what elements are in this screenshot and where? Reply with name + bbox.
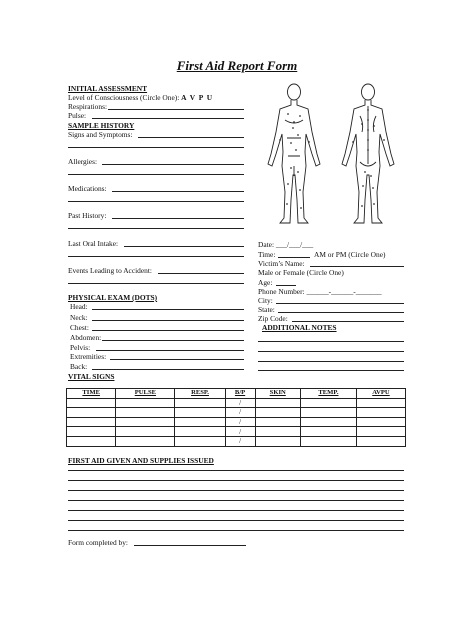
state-label: State: [258,305,275,314]
signs-symptoms-label: Signs and Symptoms: [68,130,133,139]
form-title: First Aid Report Form [176,58,298,73]
past-history-label: Past History: [68,211,107,220]
consciousness-row [68,93,213,102]
table-cell[interactable] [116,417,175,427]
victim-name-field[interactable] [310,266,404,267]
table-cell[interactable] [255,436,300,446]
col-bp: B/P [225,389,255,399]
completed-by-label: Form completed by: [68,538,128,547]
initial-assessment-heading: INITIAL ASSESSMENT [68,84,148,93]
respirations-field[interactable] [108,109,244,110]
additional-notes-heading: ADDITIONAL NOTES [262,323,337,332]
table-cell[interactable] [300,417,356,427]
allergies-field-2[interactable] [68,174,244,175]
bp-cell[interactable]: / [225,427,255,437]
table-cell[interactable] [255,408,300,418]
col-avpu: AVPU [356,389,405,399]
date-row [258,240,313,249]
table-cell[interactable] [300,427,356,437]
table-cell[interactable] [116,398,175,408]
additional-notes-line-4[interactable] [258,370,404,371]
last-oral-intake-label: Last Oral Intake: [68,239,119,248]
completed-by-field[interactable] [134,545,246,546]
last-oral-intake-field-2[interactable] [68,256,244,257]
table-row [67,408,406,418]
medications-field-2[interactable] [68,201,244,202]
chest-label: Chest: [70,323,89,332]
first-aid-line-2[interactable] [68,480,404,481]
bp-cell[interactable]: / [225,408,255,418]
events-label: Events Leading to Accident: [68,266,152,275]
col-pulse: PULSE [116,389,175,399]
col-resp: RESP. [175,389,225,399]
allergies-label: Allergies: [68,157,98,166]
additional-notes-line-1[interactable] [258,341,404,342]
table-cell[interactable] [255,417,300,427]
table-cell[interactable] [67,417,116,427]
medications-label: Medications: [68,184,107,193]
abdomen-field[interactable] [102,340,244,341]
bp-cell[interactable]: / [225,398,255,408]
table-cell[interactable] [116,436,175,446]
table-row [67,427,406,437]
table-cell[interactable] [356,427,405,437]
allergies-field[interactable] [102,164,244,165]
abdomen-label: Abdomen: [70,333,102,342]
body-diagram-back[interactable] [332,80,404,228]
table-cell[interactable] [67,398,116,408]
first-aid-line-7[interactable] [68,530,404,531]
date-field[interactable]: ___/___/___ [275,240,314,249]
sample-history-heading: SAMPLE HISTORY [68,121,135,130]
last-oral-intake-field[interactable] [124,246,244,247]
zip-code-field[interactable] [292,321,404,322]
table-cell[interactable] [67,408,116,418]
table-cell[interactable] [356,408,405,418]
head-label: Head: [70,302,88,311]
vital-signs-heading: VITAL SIGNS [68,372,115,381]
col-temp: TEMP. [300,389,356,399]
pulse-label: Pulse: [68,111,87,120]
chest-field[interactable] [92,330,244,331]
table-cell[interactable] [175,408,225,418]
state-field[interactable] [278,312,404,313]
table-cell[interactable] [356,436,405,446]
table-cell[interactable] [175,398,225,408]
table-cell[interactable] [300,408,356,418]
first-aid-line-3[interactable] [68,490,404,491]
first-aid-line-6[interactable] [68,520,404,521]
medications-field[interactable] [112,191,244,192]
bp-cell[interactable]: / [225,417,255,427]
col-time: TIME [67,389,116,399]
pelvis-label: Pelvis: [70,343,91,352]
table-row [67,398,406,408]
signs-symptoms-field-2[interactable] [68,147,244,148]
table-cell[interactable] [116,427,175,437]
age-label: Age: [258,278,273,287]
back-label: Back: [70,362,88,371]
vital-signs-table [66,388,406,447]
physical-exam-heading: PHYSICAL EXAM (DOTS) [68,293,158,302]
vital-signs-header-row [67,389,406,399]
events-field-2[interactable] [68,283,244,284]
back-field[interactable] [92,369,244,370]
head-field[interactable] [92,309,244,310]
avpu-options[interactable]: A V P U [181,93,214,102]
table-cell[interactable] [255,398,300,408]
time-label: Time: [258,250,276,259]
body-diagram-front[interactable] [258,80,330,228]
table-cell[interactable] [356,398,405,408]
additional-notes-line-2[interactable] [258,351,404,352]
sex-label[interactable]: Male or Female (Circle One) [258,268,344,277]
table-cell[interactable] [356,417,405,427]
table-cell[interactable] [300,436,356,446]
events-field[interactable] [158,273,244,274]
past-history-field[interactable] [112,218,244,219]
phone-field[interactable]: ______-______-_______ [306,287,382,296]
phone-label: Phone Number: [258,287,305,296]
pulse-field[interactable] [92,118,244,119]
table-cell[interactable] [67,436,116,446]
first-aid-given-heading: FIRST AID GIVEN AND SUPPLIES ISSUED [68,456,214,465]
bp-cell[interactable]: / [225,436,255,446]
extremities-label: Extremities: [70,352,107,361]
col-skin: SKIN [255,389,300,399]
table-cell[interactable] [175,436,225,446]
age-field[interactable] [276,285,296,286]
city-label: City: [258,296,273,305]
city-field[interactable] [276,303,404,304]
zip-code-label: Zip Code: [258,314,288,323]
consciousness-label: Level of Consciousness (Circle One): [68,93,180,102]
extremities-field[interactable] [110,359,244,360]
table-cell[interactable] [175,417,225,427]
signs-symptoms-field[interactable] [138,137,244,138]
respirations-label: Respirations: [68,102,108,111]
neck-label: Neck: [70,313,88,322]
table-cell[interactable] [255,427,300,437]
table-cell[interactable] [175,427,225,437]
additional-notes-line-3[interactable] [258,361,404,362]
first-aid-line-4[interactable] [68,500,404,501]
date-label: Date: [258,240,275,249]
table-row [67,436,406,446]
past-history-field-2[interactable] [68,228,244,229]
table-cell[interactable] [300,398,356,408]
first-aid-line-1[interactable] [68,470,404,471]
table-cell[interactable] [116,408,175,418]
time-ampm-label[interactable]: AM or PM (Circle One) [314,250,386,259]
pelvis-field[interactable] [96,350,244,351]
victim-name-label: Victim’s Name: [258,259,305,268]
neck-field[interactable] [92,320,244,321]
phone-row [258,287,382,296]
time-field[interactable] [278,257,310,258]
first-aid-line-5[interactable] [68,510,404,511]
table-row [67,417,406,427]
table-cell[interactable] [67,427,116,437]
